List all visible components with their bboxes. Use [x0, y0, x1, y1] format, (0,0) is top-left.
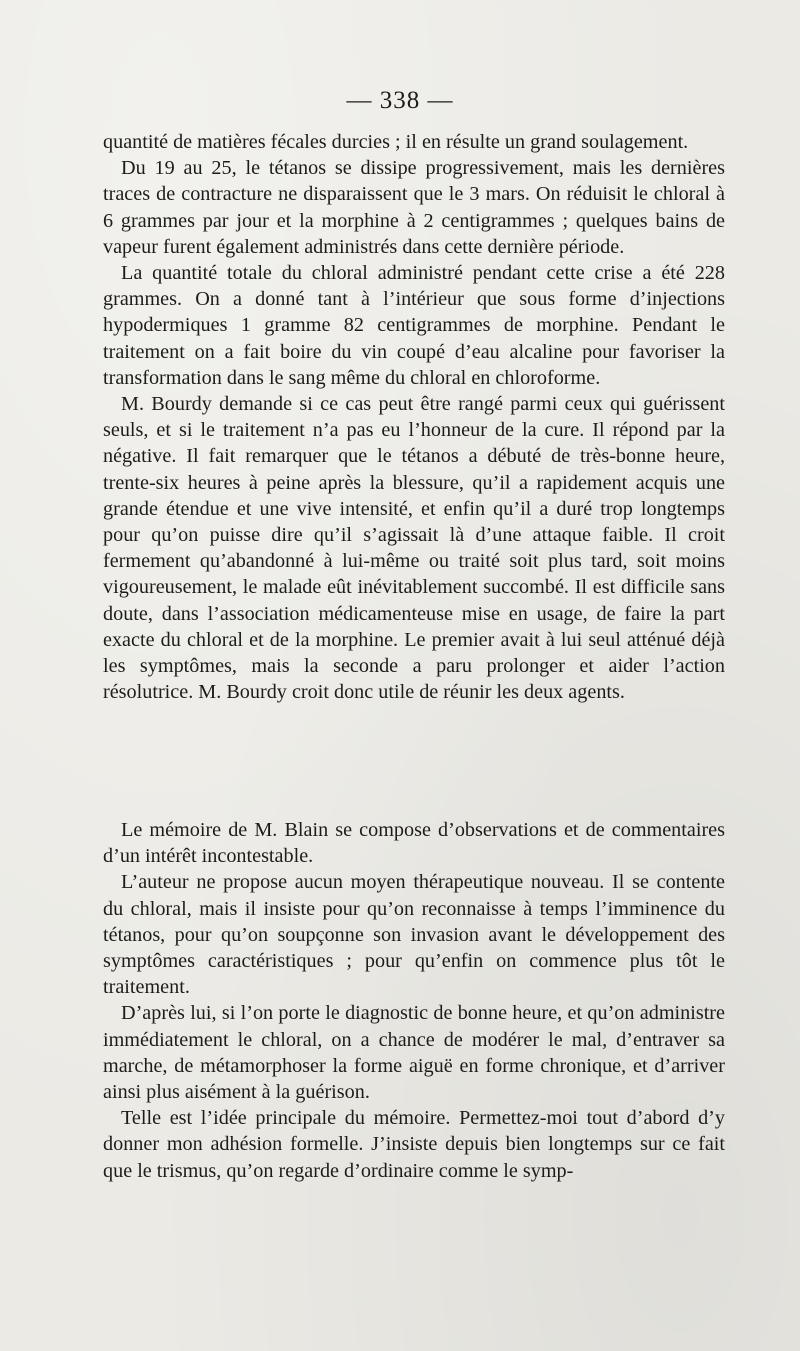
paragraph: Telle est l’idée principale du mémoire. Permettez-moi tout d’abord d’y donner mon adhésion formelle. J’insiste depuis bien longtemps sur ce fait que le trismus, qu’on regarde d’ordinaire comme le symp- — [103, 1107, 725, 1182]
page-number: — 338 — — [346, 87, 454, 114]
paragraph: quantité de matières fécales durcies ; il en résulte un grand soulagement. — [103, 131, 689, 153]
paragraph: Le mémoire de M. Blain se compose d’observations et de commentaires d’un intérêt incontestable. — [103, 819, 725, 868]
text-section-blain-memoir — [103, 817, 725, 1184]
paragraph: M. Bourdy demande si ce cas peut être rangé parmi ceux qui guérissent seuls, et si le traitement n’a pas eu l’honneur de la cure. Il répond par la négative. Il fait remarquer que le tétanos a débuté de très-bonne heure, trente-six heures à peine après la blessure, qu’il a rapidement acquis une grande étendue et une vive intensité, et enfin qu’il a duré trop longtemps pour qu’on puisse dire qu’il s’agissait là d’une attaque faible. Il croit fermement qu’abandonné à lui-même ou traité soit plus tard, soit moins vigoureusement, le malade eût inévitablement succombé. Il est difficile sans doute, dans l’association médicamenteuse mise en usage, de faire la part exacte du chloral et de la morphine. Le premier avait à lui seul atténué déjà les symptômes, mais la seconde a paru prolonger et aider l’action résolutrice. M. Bourdy croit donc utile de réunir les deux agents. — [103, 393, 725, 704]
text-section-case-report — [103, 129, 725, 705]
paragraph: L’auteur ne propose aucun moyen thérapeutique nouveau. Il se contente du chloral, mais il insiste pour qu’on reconnaisse à temps l’imminence du tétanos, pour qu’on soupçonne son invasion avant le développement des symptômes caractéristiques ; pour qu’enfin on commence plus tôt le traitement. — [103, 871, 725, 999]
paragraph: Du 19 au 25, le tétanos se dissipe progressivement, mais les dernières traces de contracture ne disparaissent que le 3 mars. On réduisit le chloral à 6 grammes par jour et la morphine à 2 centigrammes ; quelques bains de vapeur furent également administrés dans cette dernière période. — [103, 157, 725, 258]
paragraph: La quantité totale du chloral administré pendant cette crise a été 228 grammes. On a donné tant à l’intérieur que sous forme d’injections hypodermiques 1 gramme 82 centigrammes de morphine. Pendant le traitement on a fait boire du vin coupé d’eau alcaline pour favoriser la transformation dans le sang même du chloral en chloroforme. — [103, 262, 725, 389]
paragraph: D’après lui, si l’on porte le diagnostic de bonne heure, et qu’on administre immédiatement le chloral, on a chance de modérer le mal, d’entraver sa marche, de métamorphoser la forme aiguë en forme chronique, et d’arriver ainsi plus aisément à la guérison. — [103, 1002, 725, 1104]
